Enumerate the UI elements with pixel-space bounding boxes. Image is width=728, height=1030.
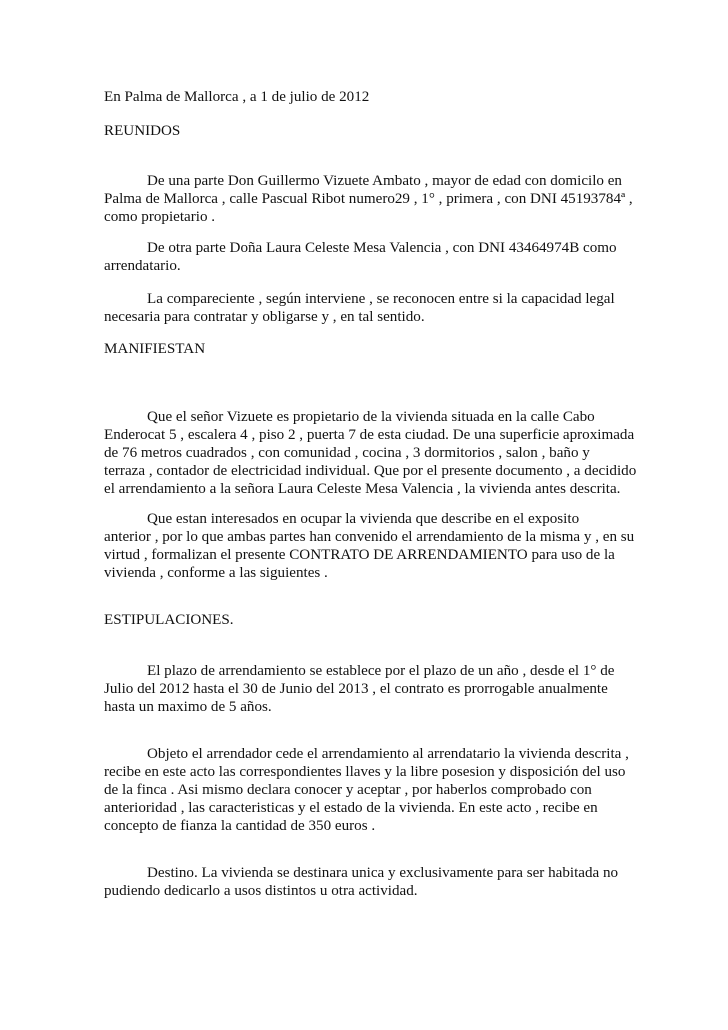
property-line: de 76 metros cuadrados , con comunidad , cocina , 3 dormitorios , salon , baño y [104, 445, 590, 461]
party2-line: arrendatario. [104, 258, 181, 274]
interest-line: Que estan interesados en ocupar la vivienda que describe en el exposito [147, 511, 580, 527]
property-line: Que el señor Vizuete es propietario de la vivienda situada en la calle Cabo [147, 409, 595, 425]
property-paragraph [104, 408, 637, 498]
term-paragraph [104, 662, 632, 716]
party1-line: De una parte Don Guillermo Vizuete Ambato , mayor de edad con domicilo en [147, 173, 622, 189]
object-paragraph [104, 745, 632, 835]
object-line: concepto de fianza la cantidad de 350 euros . [104, 818, 376, 834]
estipulaciones-heading: ESTIPULACIONES. [104, 612, 234, 628]
object-line: Objeto el arrendador cede el arrendamiento al arrendatario la vivienda descrita , [147, 746, 629, 762]
party1-paragraph [104, 172, 632, 226]
interest-line: vivienda , conforme a las siguientes . [104, 565, 328, 581]
capacity-line: necesaria para contratar y obligarse y , en tal sentido. [104, 309, 425, 325]
interest-line: anterior , por lo que ambas partes han convenido el arrendamiento de la misma y , en su [104, 529, 635, 545]
party1-line: como propietario . [104, 209, 216, 225]
destination-paragraph [104, 864, 632, 900]
capacity-line: La compareciente , según interviene , se reconocen entre si la capacidad legal [147, 291, 615, 307]
property-line: Enderocat 5 , escalera 4 , piso 2 , puerta 7 de esta ciudad. De una superficie aproximada [104, 427, 635, 443]
destination-line: Destino. La vivienda se destinara unica y exclusivamente para ser habitada no [147, 865, 619, 881]
interest-line: virtud , formalizan el presente CONTRATO DE ARRENDAMIENTO para uso de la [104, 547, 615, 563]
term-line: Julio del 2012 hasta el 30 de Junio del 2013 , el contrato es prorrogable anualmente [104, 681, 608, 697]
reunidos-heading: REUNIDOS [104, 123, 181, 139]
party2-line: De otra parte Doña Laura Celeste Mesa Valencia , con DNI 43464974B como [147, 240, 617, 256]
object-line: de la finca . Asi mismo declara conocer y aceptar , por haberlos comprobado con [104, 782, 592, 798]
date-line: En Palma de Mallorca , a 1 de julio de 2012 [104, 89, 370, 105]
property-line: el arrendamiento a la señora Laura Celeste Mesa Valencia , la vivienda antes descrita. [104, 481, 621, 497]
term-line: El plazo de arrendamiento se establece por el plazo de un año , desde el 1° de [147, 663, 615, 679]
interest-paragraph [104, 510, 635, 582]
term-line: hasta un maximo de 5 años. [104, 699, 272, 715]
property-line: terraza , contador de electricidad individual. Que por el presente documento , a decidido [104, 463, 637, 479]
object-line: recibe en este acto las correspondientes llaves y la libre posesion y disposición del uso [104, 764, 626, 780]
capacity-paragraph [104, 290, 632, 326]
destination-line: pudiendo dedicarlo a usos distintos u otra actividad. [104, 883, 418, 899]
object-line: anterioridad , las caracteristicas y el estado de la vivienda. En este acto , recibe en [104, 800, 598, 816]
manifiestan-heading: MANIFIESTAN [104, 341, 206, 357]
party1-line: Palma de Mallorca , calle Pascual Ribot numero29 , 1° , primera , con DNI 45193784ª , [104, 191, 633, 207]
party2-paragraph [104, 239, 632, 275]
